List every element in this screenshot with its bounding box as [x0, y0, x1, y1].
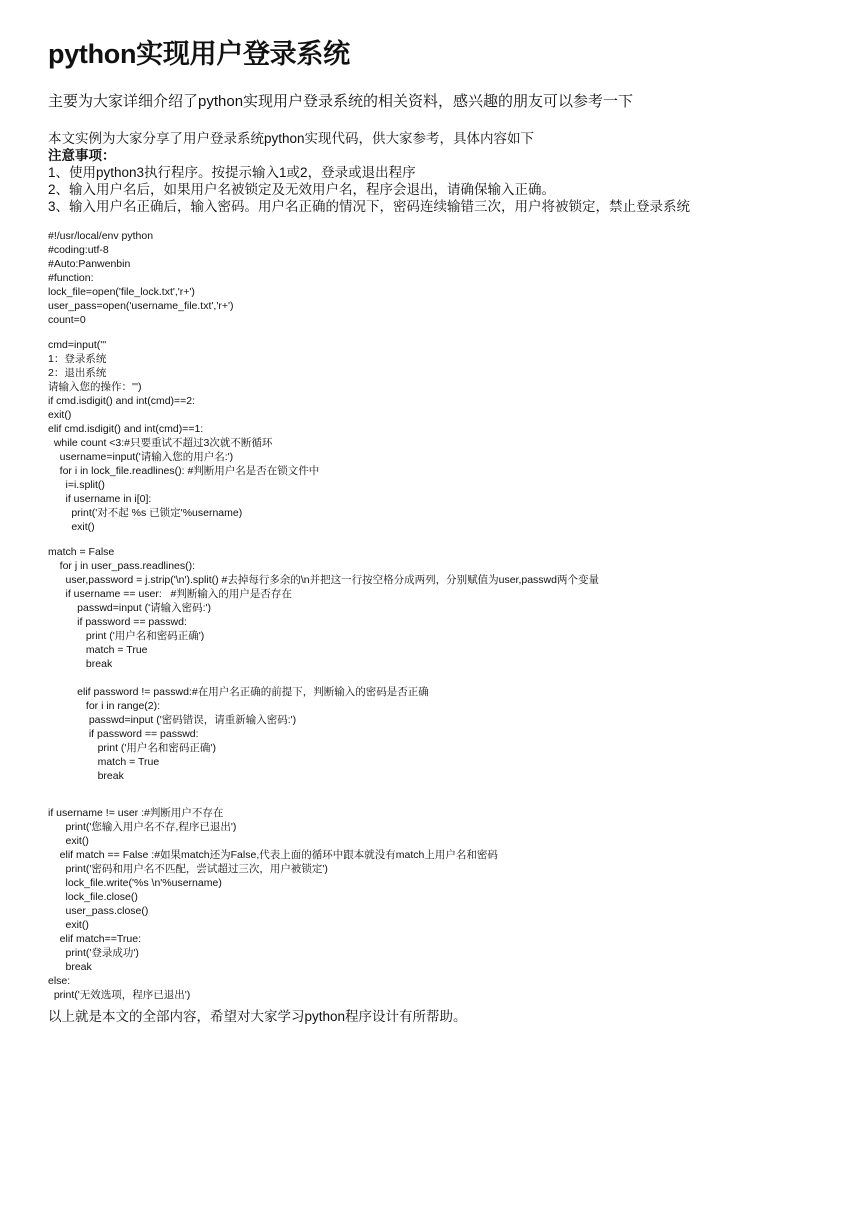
code-line: else:	[48, 975, 71, 987]
closing-paragraph: 以上就是本文的全部内容，希望对大家学习python程序设计有所帮助。	[48, 1009, 467, 1024]
code-section-result	[48, 806, 838, 1002]
notice-item: 2、输入用户名后，如果用户名被锁定及无效用户名，程序会退出，请确保输入正确。	[48, 182, 556, 197]
code-line: if password == passwd:	[48, 728, 199, 740]
code-line: print('对不起 %s 已锁定'%username)	[48, 507, 243, 519]
code-line: break	[48, 770, 124, 782]
code-line: user_pass=open('username_file.txt','r+')	[48, 300, 234, 312]
code-line: count=0	[48, 314, 86, 326]
notice-item: 1、使用python3执行程序。按提示输入1或2，登录或退出程序	[48, 165, 416, 180]
notice-item: 3、输入用户名正确后，输入密码。用户名正确的情况下，密码连续输错三次，用户将被锁定，禁止登录系统	[48, 199, 691, 214]
code-listing	[48, 229, 838, 1002]
code-line: #Auto:Panwenbin	[48, 258, 131, 270]
code-line: print('密码和用户名不匹配，尝试超过三次，用户被锁定')	[48, 863, 328, 875]
article-summary: 主要为大家详细介绍了python实现用户登录系统的相关资料，感兴趣的朋友可以参考一下	[48, 93, 634, 110]
code-line: for i in lock_file.readlines(): #判断用户名是否在锁文件中	[48, 465, 320, 477]
code-spacer	[48, 534, 838, 545]
code-line: if cmd.isdigit() and int(cmd)==2:	[48, 395, 196, 407]
code-line: passwd=input ('请输入密码:')	[48, 602, 212, 614]
code-line: cmd=input('''	[48, 339, 107, 351]
code-spacer	[48, 783, 838, 794]
code-line: 请输入您的操作：''')	[48, 381, 142, 393]
code-line: match = True	[48, 644, 148, 656]
code-line: exit()	[48, 409, 72, 421]
code-spacer	[48, 327, 838, 338]
code-line: lock_file=open('file_lock.txt','r+')	[48, 286, 195, 298]
code-line: #function:	[48, 272, 94, 284]
code-line: #coding:utf-8	[48, 244, 109, 256]
code-section-header	[48, 229, 838, 327]
code-line: break	[48, 961, 92, 973]
code-line: if username == user: #判断输入的用户是否存在	[48, 588, 292, 600]
code-section-menu	[48, 338, 838, 534]
intro-paragraph: 本文实例为大家分享了用户登录系统python实现代码，供大家参考，具体内容如下	[48, 131, 535, 146]
code-line	[48, 671, 838, 685]
code-line: exit()	[48, 521, 95, 533]
page-title: python实现用户登录系统	[48, 39, 350, 69]
code-line: elif password != passwd:#在用户名正确的前提下，判断输入的密码是否正确	[48, 686, 429, 698]
code-line: #!/usr/local/env python	[48, 230, 154, 242]
code-line: print('您输入用户名不存,程序已退出')	[48, 821, 237, 833]
code-line: user,password = j.strip('\n').split() #去掉每行多余的\n并把这一行按空格分成两列，分别赋值为user,passwd两个变量	[48, 574, 599, 586]
code-line: passwd=input ('密码错误，请重新输入密码:')	[48, 714, 297, 726]
code-line: match = False	[48, 546, 115, 558]
code-line: elif match == False :#如果match还为False,代表上面的循环中跟本就没有match上用户名和密码	[48, 849, 498, 861]
code-line: elif match==True:	[48, 933, 141, 945]
code-line: print('登录成功')	[48, 947, 139, 959]
code-line: if username != user :#判断用户不存在	[48, 807, 224, 819]
code-line: lock_file.write('%s \n'%username)	[48, 877, 222, 889]
code-line: i=i.split()	[48, 479, 105, 491]
notice-heading: 注意事项：	[48, 148, 116, 163]
code-line: lock_file.close()	[48, 891, 138, 903]
code-line: for j in user_pass.readlines():	[48, 560, 196, 572]
code-line: elif cmd.isdigit() and int(cmd)==1:	[48, 423, 204, 435]
code-line: print('无效选项，程序已退出')	[48, 989, 191, 1001]
code-line: username=input('请输入您的用户名:')	[48, 451, 234, 463]
code-line: if username in i[0]:	[48, 493, 152, 505]
code-line: break	[48, 658, 113, 670]
code-line: user_pass.close()	[48, 905, 149, 917]
code-line: print ('用户名和密码正确')	[48, 630, 205, 642]
code-spacer	[48, 794, 838, 806]
code-line: exit()	[48, 919, 89, 931]
code-line: 1：登录系统	[48, 353, 107, 365]
code-line: 2：退出系统	[48, 367, 107, 379]
code-line: while count <3:#只要重试不超过3次就不断循环	[48, 437, 273, 449]
code-line: print ('用户名和密码正确')	[48, 742, 216, 754]
code-line: exit()	[48, 835, 89, 847]
article	[48, 36, 838, 1025]
code-section-auth	[48, 545, 838, 783]
code-line: for i in range(2):	[48, 700, 161, 712]
code-line: if password == passwd:	[48, 616, 187, 628]
code-line: match = True	[48, 756, 160, 768]
